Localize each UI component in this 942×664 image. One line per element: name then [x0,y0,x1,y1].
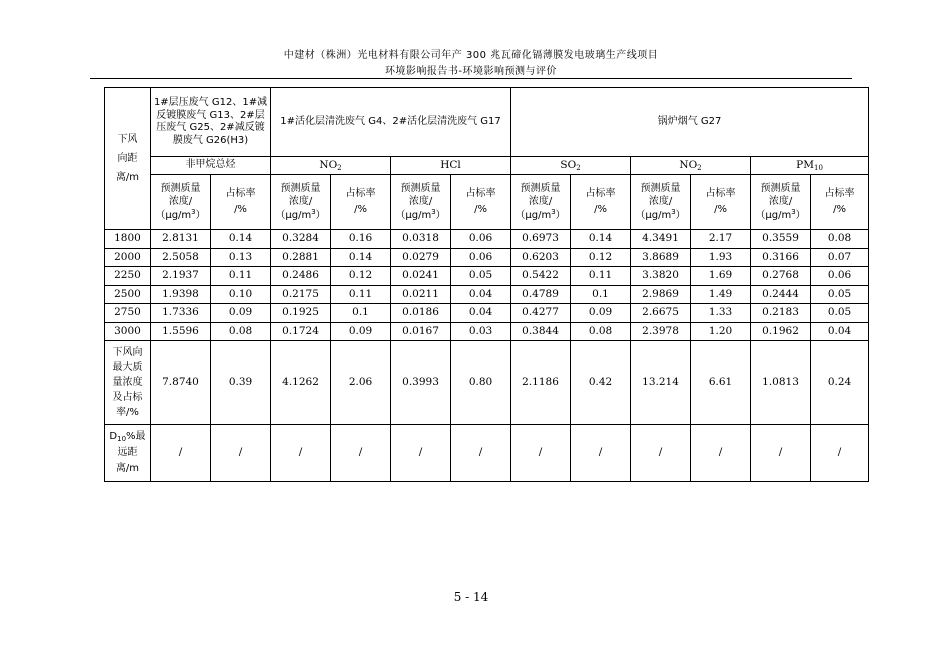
d10-distance-cell: / [451,425,511,482]
header-rule [90,78,852,79]
d10-distance-cell: / [391,425,451,482]
concentration-cell: 0.1724 [271,322,331,341]
max-ratio-cell: 6.61 [691,341,751,425]
ratio-header: 占标率 /% [691,175,751,230]
ratio-cell: 0.14 [571,230,631,249]
conc-header: 预测质量 浓度/ $(\mu g/m^3)$ [751,175,811,230]
ratio-cell: 0.14 [211,230,271,249]
max-ratio-cell: 0.80 [451,341,511,425]
ratio-cell: 0.06 [811,267,869,286]
concentration-cell: 0.5422 [511,267,571,286]
concentration-cell: 0.2768 [751,267,811,286]
concentration-cell: 1.7336 [151,304,211,323]
ratio-cell: 0.11 [331,285,391,304]
group-header-g3: 锅炉烟气 G27 [511,88,869,157]
pollutant-no2-a: $NO_2$ [271,157,391,175]
distance-cell: 1800 [105,230,151,249]
concentration-cell: 2.9869 [631,285,691,304]
concentration-cell: 0.0186 [391,304,451,323]
group-header-g2: 1#活化层清洗废气 G4、2#活化层清洗废气 G17 [271,88,511,157]
ratio-cell: 0.11 [211,267,271,286]
group-header-g1: 1#层压废气 G12、1#减反镀膜废气 G13、2#层压废气 G25、2#减反镀膜废气 G26(H3) [151,88,271,157]
max-ratio-cell: 0.39 [211,341,271,425]
table-row [105,304,869,323]
ratio-cell: 0.09 [211,304,271,323]
ratio-cell: 1.69 [691,267,751,286]
concentration-cell: 0.0241 [391,267,451,286]
concentration-cell: 1.9398 [151,285,211,304]
conc-header: 预测质量 浓度/ $(\mu g/m^3)$ [391,175,451,230]
ratio-cell: 0.1 [571,285,631,304]
prediction-table [104,87,869,482]
conc-header: 预测质量 浓度/ $(\mu g/m^3)$ [151,175,211,230]
ratio-cell: 0.07 [811,248,869,267]
ratio-cell: 2.17 [691,230,751,249]
concentration-cell: 0.2183 [751,304,811,323]
concentration-cell: 0.3166 [751,248,811,267]
ratio-cell: 1.49 [691,285,751,304]
concentration-cell: 0.0167 [391,322,451,341]
concentration-cell: 3.3820 [631,267,691,286]
max-concentration-cell: 1.0813 [751,341,811,425]
d10-distance-cell: / [271,425,331,482]
distance-cell: 3000 [105,322,151,341]
ratio-cell: 0.08 [811,230,869,249]
pollutant-so2: $SO_2$ [511,157,631,175]
ratio-header: 占标率 /% [571,175,631,230]
distance-header: 下风向距离/m [105,88,151,230]
distance-cell: 2500 [105,285,151,304]
d10-distance-cell: / [751,425,811,482]
concentration-cell: 2.1937 [151,267,211,286]
concentration-cell: 3.8689 [631,248,691,267]
table-row [105,248,869,267]
table-row [105,267,869,286]
ratio-header: 占标率 /% [211,175,271,230]
d10-row [105,425,869,482]
ratio-cell: 0.04 [451,285,511,304]
concentration-cell: 2.5058 [151,248,211,267]
concentration-cell: 0.6203 [511,248,571,267]
concentration-cell: 2.8131 [151,230,211,249]
max-concentration-cell: 2.1186 [511,341,571,425]
ratio-header: 占标率 /% [331,175,391,230]
max-concentration-cell: 13.214 [631,341,691,425]
ratio-cell: 0.08 [571,322,631,341]
concentration-cell: 0.3559 [751,230,811,249]
concentration-cell: 2.6675 [631,304,691,323]
max-row-label: 下风向最大质量浓度及占标率/% [105,341,151,425]
ratio-cell: 0.14 [331,248,391,267]
ratio-cell: 0.12 [571,248,631,267]
d10-distance-cell: / [631,425,691,482]
ratio-header: 占标率 /% [451,175,511,230]
ratio-cell: 0.08 [211,322,271,341]
ratio-cell: 0.13 [211,248,271,267]
max-concentration-cell: 0.3993 [391,341,451,425]
ratio-cell: 0.12 [331,267,391,286]
conc-header: 预测质量 浓度/ $(\mu g/m^3)$ [511,175,571,230]
ratio-cell: 0.05 [451,267,511,286]
concentration-cell: 0.1925 [271,304,331,323]
concentration-cell: 1.5596 [151,322,211,341]
ratio-cell: 0.06 [451,230,511,249]
ratio-cell: 0.05 [811,304,869,323]
pollutant-pm10: $PM_{10}$ [751,157,869,175]
d10-row-label: $D_{10}\%$最远距离/m [105,425,151,482]
ratio-cell: 1.20 [691,322,751,341]
d10-distance-cell: / [331,425,391,482]
ratio-cell: 0.1 [331,304,391,323]
d10-distance-cell: / [511,425,571,482]
concentration-cell: 0.0279 [391,248,451,267]
ratio-cell: 0.06 [451,248,511,267]
report-subtitle: 环境影响报告书-环境影响预测与评价 [384,66,558,77]
max-ratio-cell: 0.42 [571,341,631,425]
concentration-cell: 0.6973 [511,230,571,249]
distance-cell: 2750 [105,304,151,323]
max-concentration-row [105,341,869,425]
pollutant-hcl: HCl [391,157,511,175]
table-row [105,285,869,304]
ratio-cell: 0.09 [571,304,631,323]
subheader-row [105,175,869,230]
ratio-header: 占标率 /% [811,175,869,230]
concentration-cell: 0.4789 [511,285,571,304]
d10-distance-cell: / [211,425,271,482]
distance-cell: 2000 [105,248,151,267]
concentration-cell: 0.3844 [511,322,571,341]
ratio-cell: 0.04 [451,304,511,323]
concentration-cell: 0.2486 [271,267,331,286]
ratio-cell: 1.33 [691,304,751,323]
d10-distance-cell: / [571,425,631,482]
group-header-row [105,88,869,157]
ratio-cell: 0.04 [811,322,869,341]
pollutant-nmhc: 非甲烷总烃 [151,157,271,175]
pollutant-header-row [105,157,869,175]
report-title: 中建材（株洲）光电材料有限公司年产 300 兆瓦碲化镉薄膜发电玻璃生产线项目 [283,50,659,61]
ratio-cell: 0.10 [211,285,271,304]
max-concentration-cell: 4.1262 [271,341,331,425]
concentration-cell: 0.0318 [391,230,451,249]
ratio-cell: 0.16 [331,230,391,249]
max-ratio-cell: 0.24 [811,341,869,425]
ratio-cell: 0.11 [571,267,631,286]
conc-header: 预测质量 浓度/ $(\mu g/m^3)$ [631,175,691,230]
pollutant-no2-b: $NO_2$ [631,157,751,175]
table-row [105,322,869,341]
concentration-cell: 0.4277 [511,304,571,323]
concentration-cell: 0.2881 [271,248,331,267]
d10-distance-cell: / [811,425,869,482]
concentration-cell: 4.3491 [631,230,691,249]
d10-distance-cell: / [691,425,751,482]
ratio-cell: 0.09 [331,322,391,341]
page-number: 5 - 14 [453,590,489,604]
concentration-cell: 0.1962 [751,322,811,341]
max-concentration-cell: 7.8740 [151,341,211,425]
concentration-cell: 2.3978 [631,322,691,341]
distance-cell: 2250 [105,267,151,286]
table-row [105,230,869,249]
max-ratio-cell: 2.06 [331,341,391,425]
ratio-cell: 1.93 [691,248,751,267]
table-body [105,230,869,341]
ratio-cell: 0.05 [811,285,869,304]
conc-header: 预测质量 浓度/ $(\mu g/m^3)$ [271,175,331,230]
concentration-cell: 0.3284 [271,230,331,249]
ratio-cell: 0.03 [451,322,511,341]
concentration-cell: 0.0211 [391,285,451,304]
concentration-cell: 0.2444 [751,285,811,304]
concentration-cell: 0.2175 [271,285,331,304]
d10-distance-cell: / [151,425,211,482]
